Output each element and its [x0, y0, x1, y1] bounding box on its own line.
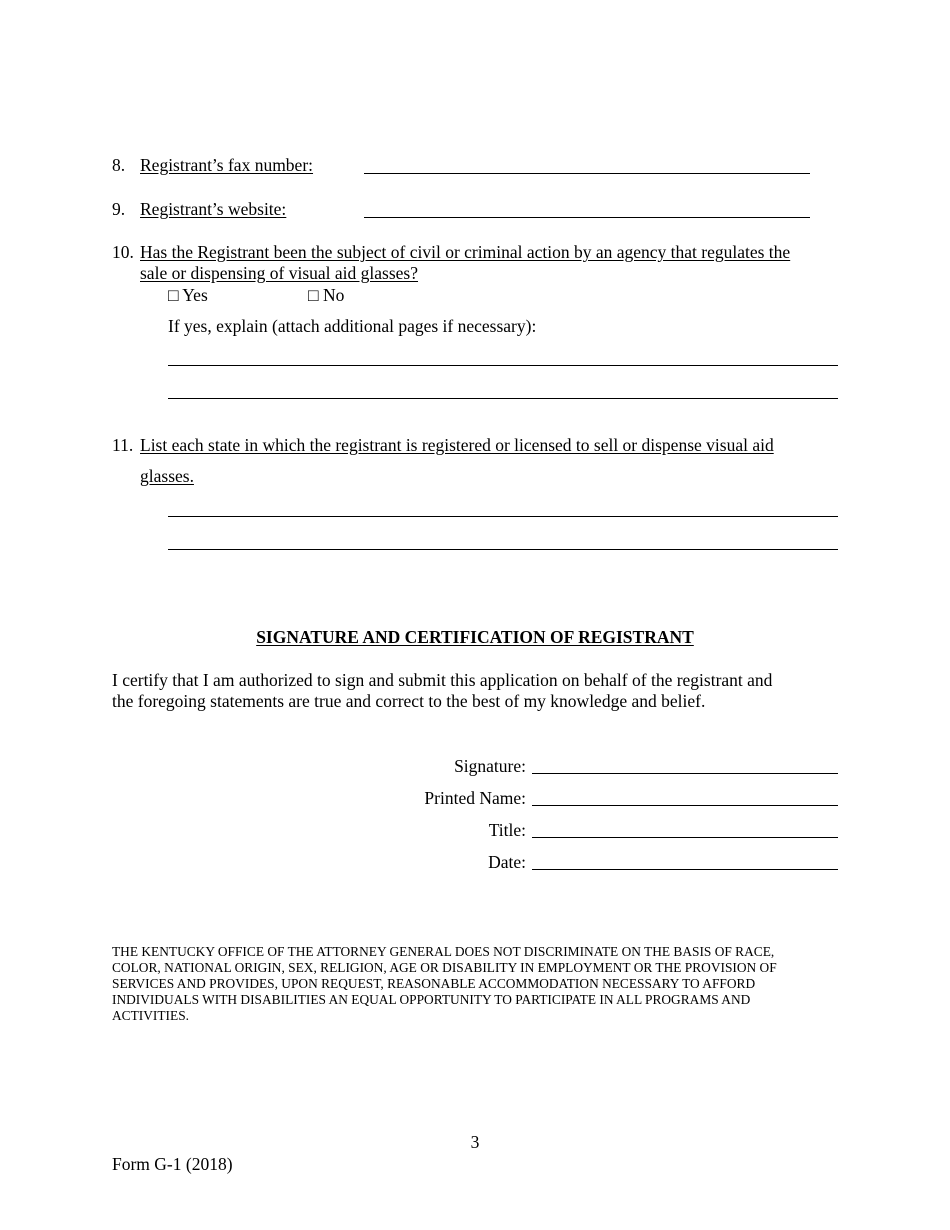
- date-field[interactable]: [532, 869, 838, 870]
- website-label: Registrant’s website:: [140, 199, 287, 219]
- certification-text-line2: the foregoing statements are true and correct to the best of my knowledge and belief.: [112, 691, 706, 711]
- website-field[interactable]: [364, 217, 810, 218]
- item-number: 11.: [112, 435, 134, 455]
- civil-action-question: Has the Registrant been the subject of civil or criminal action by an agency that regulates the: [140, 242, 791, 262]
- title-label: Title:: [488, 820, 526, 840]
- states-line-2[interactable]: [168, 549, 838, 550]
- item-9-label: [112, 199, 286, 220]
- printed-name-field[interactable]: [532, 805, 838, 806]
- explain-instruction: If yes, explain (attach additional pages if necessary):: [168, 316, 537, 336]
- date-label: Date:: [488, 852, 526, 872]
- printed-name-label: Printed Name:: [424, 788, 526, 808]
- states-question: List each state in which the registrant is registered or licensed to sell or dispense visual aid: [140, 435, 774, 455]
- certification-text-line1: I certify that I am authorized to sign and submit this application on behalf of the registrant and: [112, 670, 773, 690]
- fax-number-label: Registrant’s fax number:: [140, 155, 314, 175]
- item-number: 9.: [112, 199, 126, 219]
- no-checkbox[interactable]: □ No: [308, 285, 345, 305]
- certification-heading: SIGNATURE AND CERTIFICATION OF REGISTRANT: [256, 627, 694, 647]
- item-11-question-line1: [112, 435, 774, 456]
- explain-line-2[interactable]: [168, 398, 838, 399]
- form-identifier: Form G-1 (2018): [112, 1154, 233, 1174]
- fax-number-field[interactable]: [364, 173, 810, 174]
- item-8-label: [112, 155, 313, 176]
- item-11-question-line2: glasses.: [140, 466, 194, 486]
- explain-line-1[interactable]: [168, 365, 838, 366]
- item-10-question-line1: [112, 242, 790, 263]
- item-10-question-line2: sale or dispensing of visual aid glasses?: [140, 263, 419, 283]
- non-discrimination-notice: THE KENTUCKY OFFICE OF THE ATTORNEY GENERAL DOES NOT DISCRIMINATE ON THE BASIS OF RACE, COLOR, NATIONAL ORIGIN, SEX, RELIGION, AGE OR DISABILITY IN EMPLOYMENT OR THE PROVISION OF SERVICES AND PROVIDES, UPON REQUEST, REASONABLE ACCOMMODATION NECESSARY TO AFFORD INDIVIDUALS WITH DISABILITIES AN EQUAL OPPORTUNITY TO PARTICIPATE IN ALL PROGRAMS AND ACTIVITIES.: [112, 944, 777, 1023]
- page-number: 3: [470, 1132, 480, 1152]
- signature-field[interactable]: [532, 773, 838, 774]
- item-number: 8.: [112, 155, 126, 175]
- yes-checkbox[interactable]: □ Yes: [168, 285, 208, 305]
- states-line-1[interactable]: [168, 516, 838, 517]
- signature-label: Signature:: [454, 756, 526, 776]
- item-number: 10.: [112, 242, 134, 262]
- title-field[interactable]: [532, 837, 838, 838]
